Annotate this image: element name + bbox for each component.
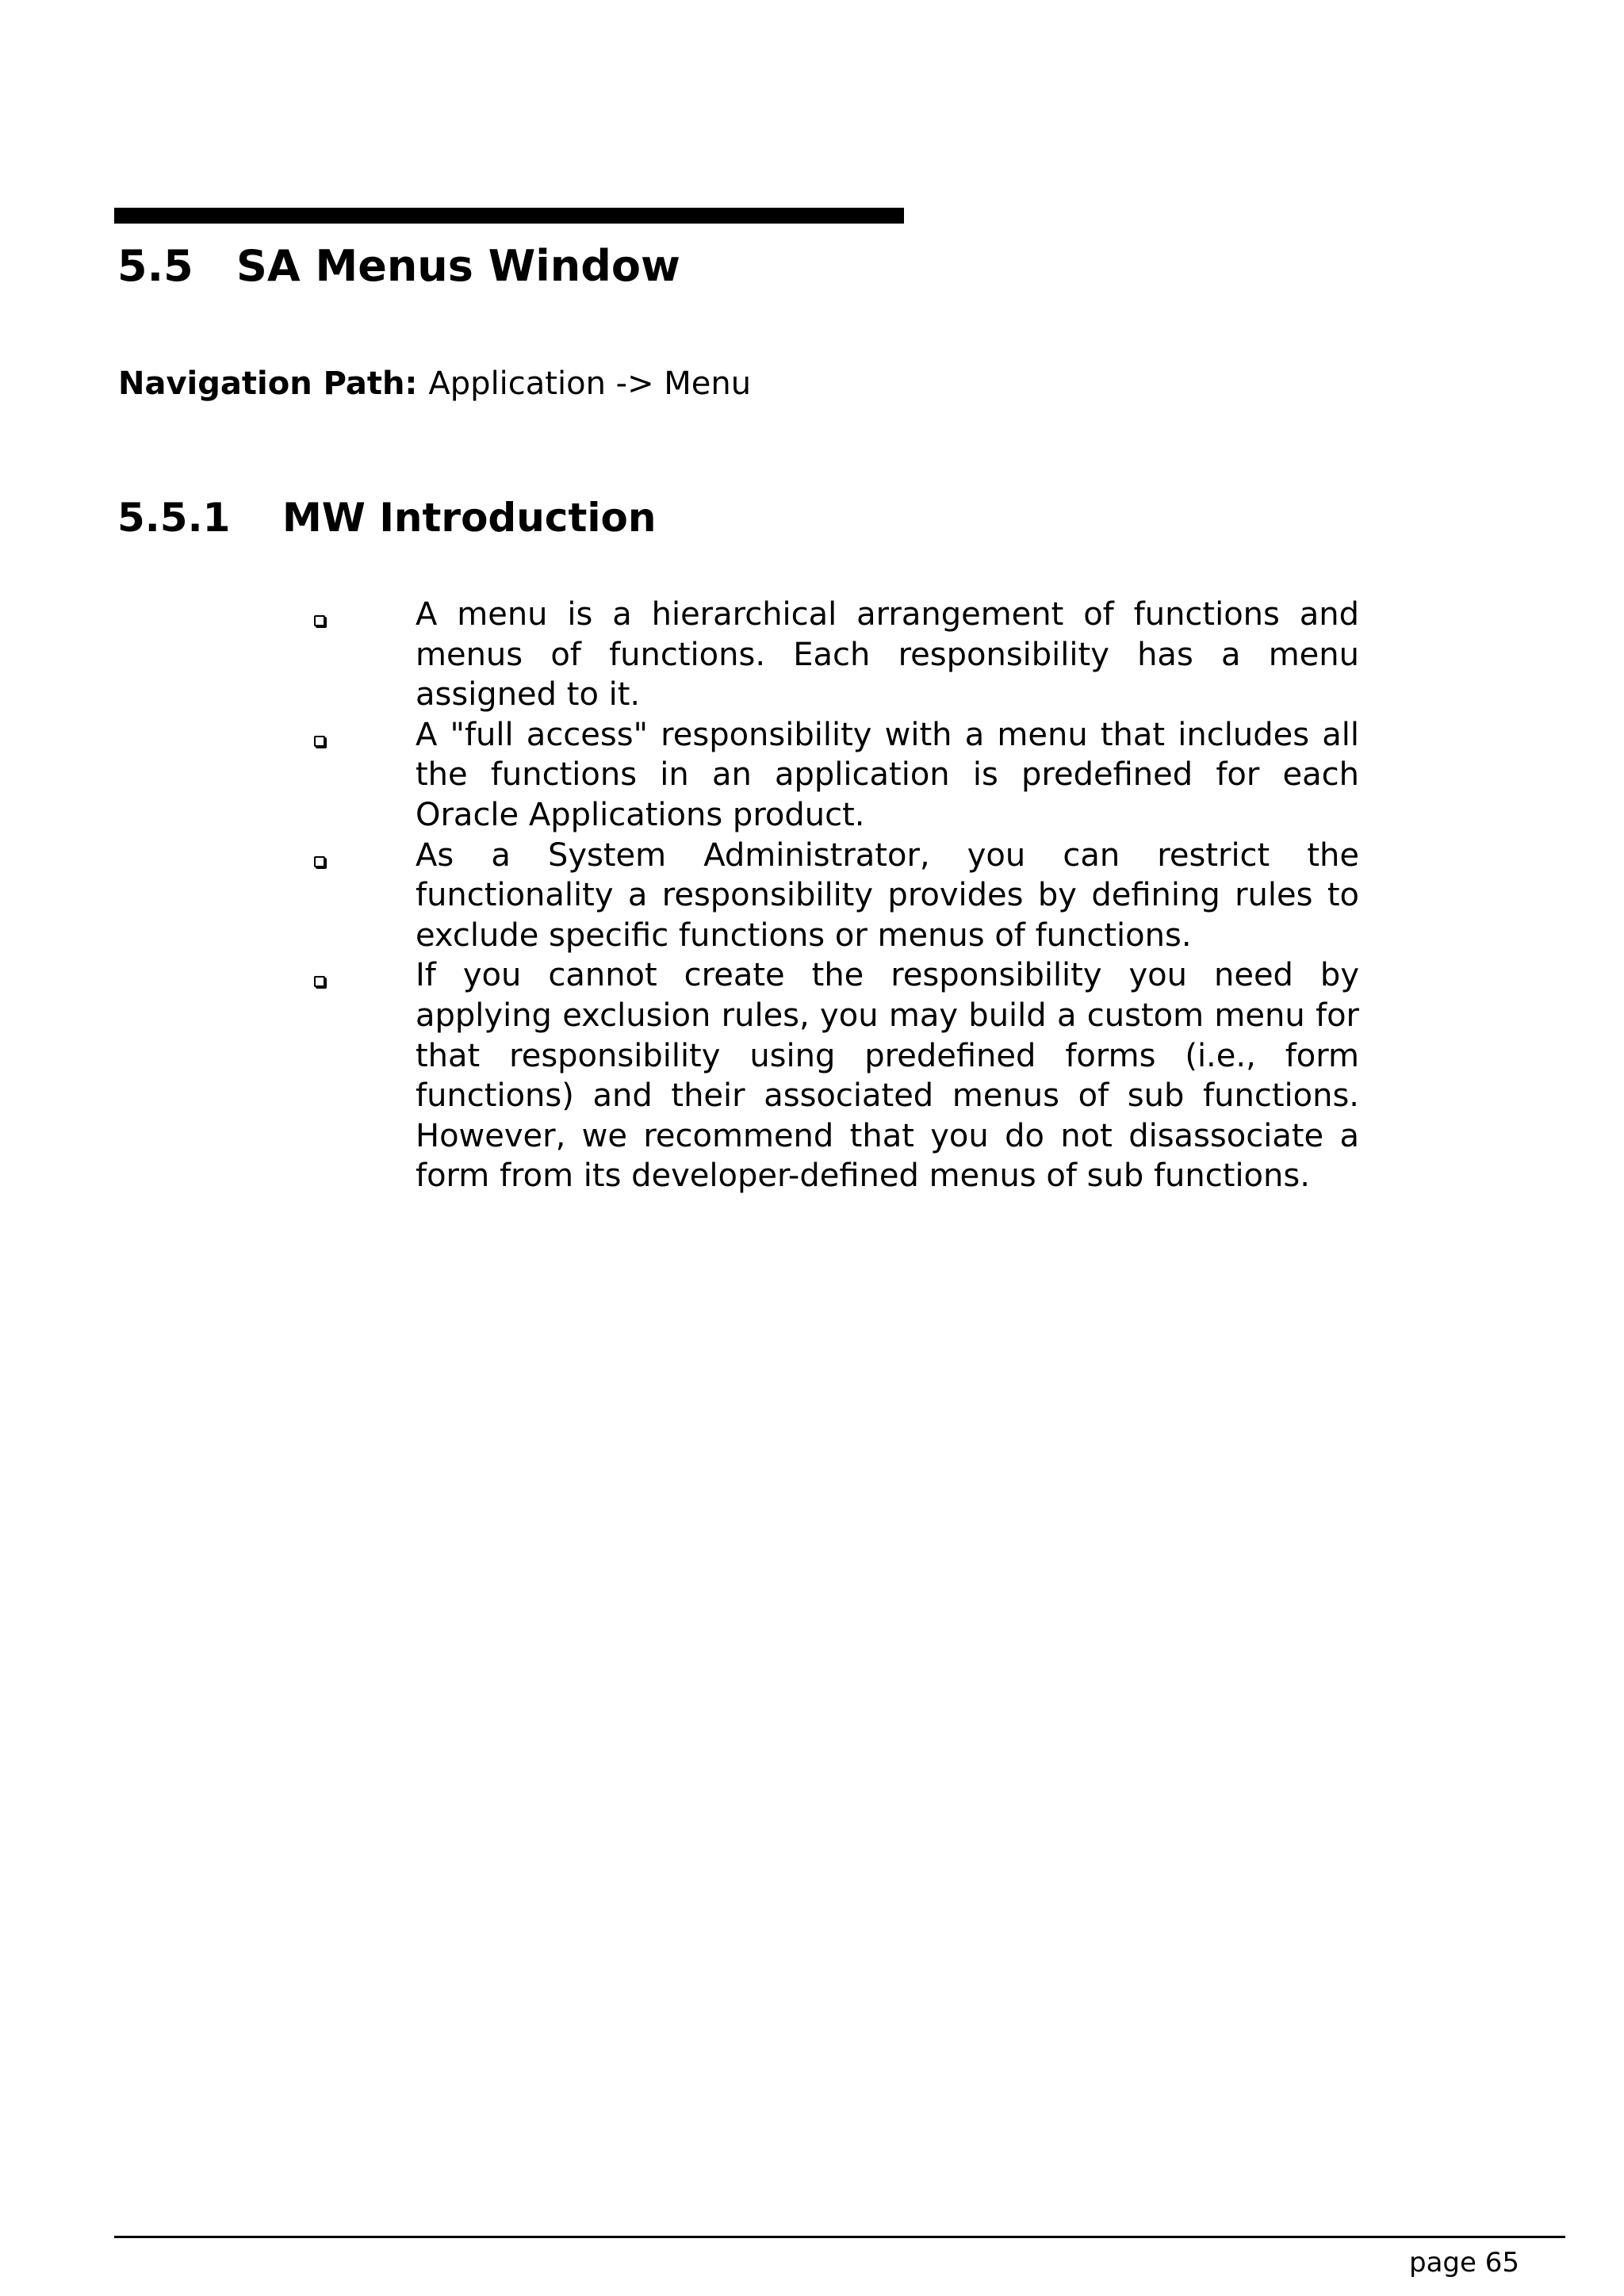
checkbox-bullet-icon [314,736,325,747]
page-number: page 65 [1409,2247,1519,2279]
intro-bullet-list [314,595,1359,1196]
subsection-heading [117,490,656,545]
checkbox-bullet-icon [314,856,325,867]
list-item-text: A "full access" responsibility with a menu that includes all the functions in an application is predefined for each Oracle Applications product. [416,716,1359,833]
navigation-path [118,362,751,406]
subsection-number: 5.5.1 [117,495,231,541]
list-item [314,715,1359,836]
section-heading [117,235,680,298]
checkbox-bullet-icon [314,615,325,626]
list-item-text: A menu is a hierarchical arrangement of functions and menus of functions. Each responsibility has a menu assigned to it. [416,596,1359,714]
navigation-path-value: Application -> Menu [428,365,752,402]
section-number: 5.5 [117,241,193,291]
list-item-text: As a System Administrator, you can restrict the functionality a responsibility provides by defining rules to exclude specific functions or menus of functions. [416,836,1359,954]
subsection-title: MW Introduction [282,495,657,541]
section-title: SA Menus Window [236,241,680,291]
list-item-text: If you cannot create the responsibility you need by applying exclusion rules, you may build a custom menu for that responsibility using predefined forms (i.e., form functions) and their associated menus of sub functions. However, we recommend that you do not disassociate a form from its developer-defined menus of sub functions. [416,957,1359,1195]
list-item [314,955,1359,1196]
navigation-label: Navigation Path: [118,365,418,402]
footer-rule [114,2236,1565,2238]
list-item [314,836,1359,956]
list-item [314,595,1359,715]
section-top-rule [114,208,904,224]
checkbox-bullet-icon [314,976,325,987]
